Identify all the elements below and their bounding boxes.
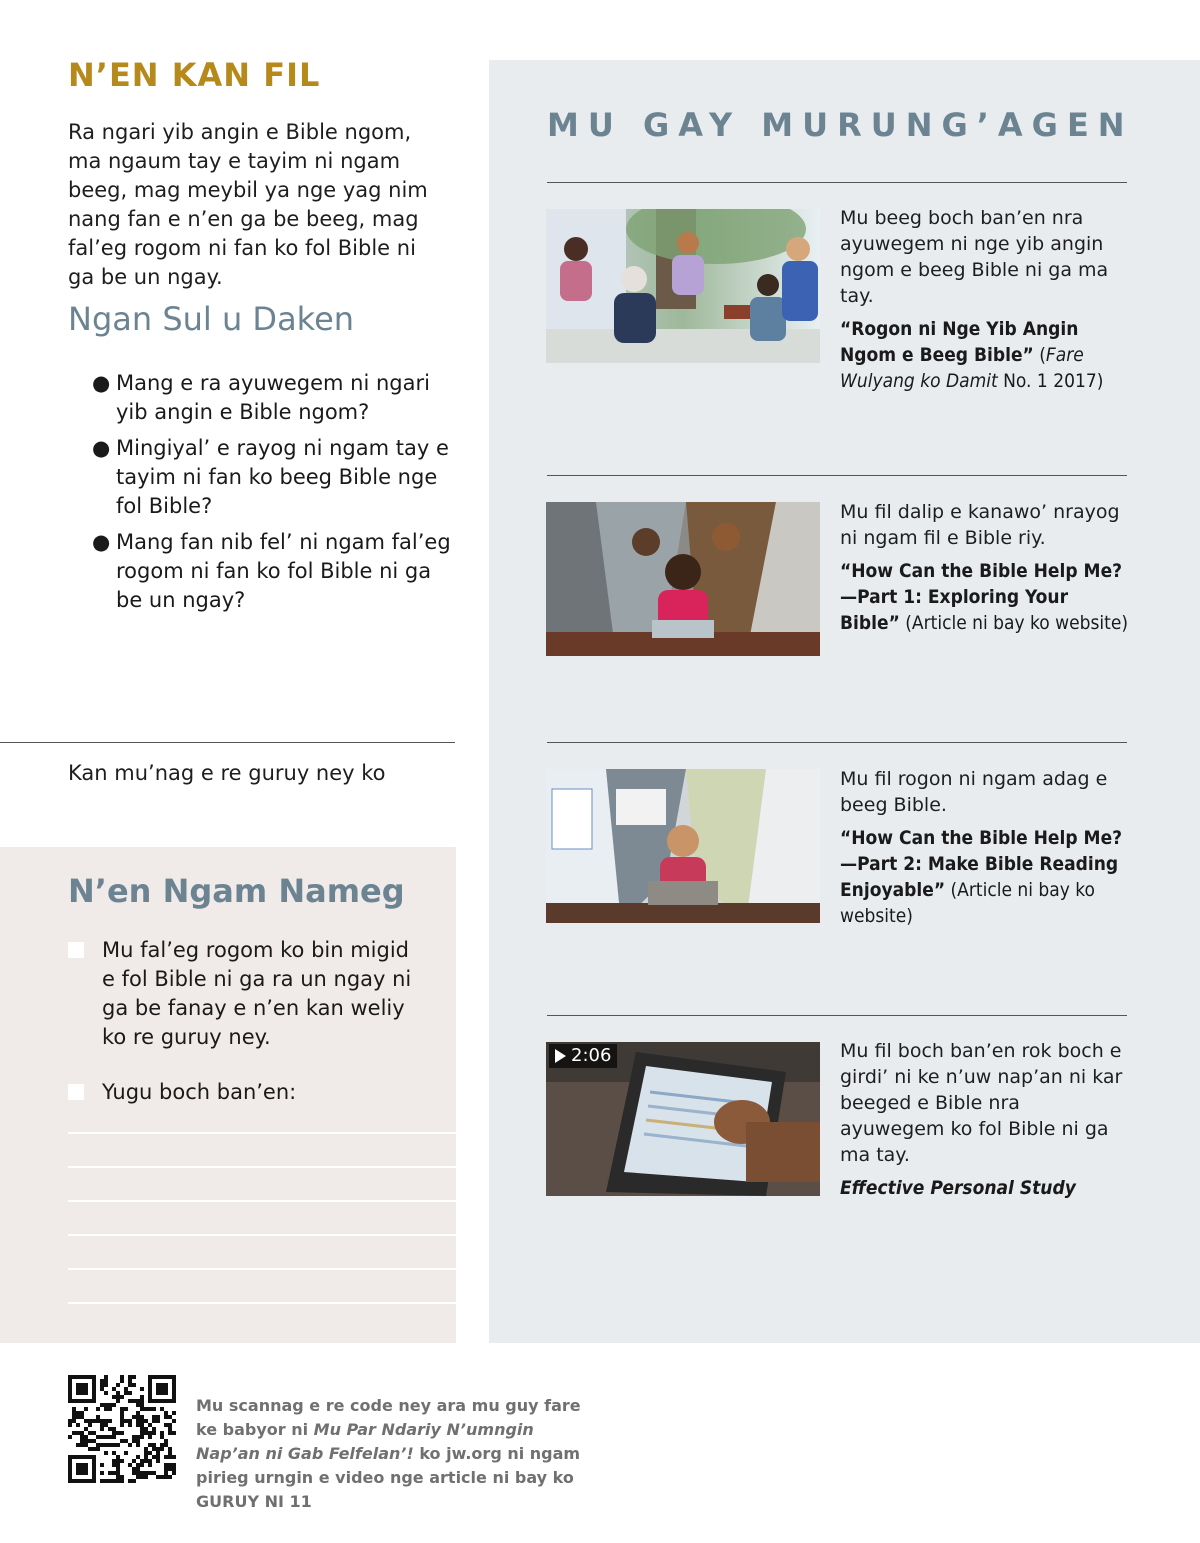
write-in-line[interactable] bbox=[68, 1166, 456, 1168]
qr-code-icon[interactable] bbox=[68, 1375, 176, 1483]
play-icon bbox=[555, 1049, 566, 1063]
bullet-icon: ● bbox=[92, 530, 111, 554]
write-in-line[interactable] bbox=[68, 1268, 456, 1270]
list-item bbox=[92, 434, 452, 521]
write-in-line[interactable] bbox=[68, 1132, 456, 1134]
reference-item bbox=[840, 499, 1130, 636]
bullet-icon: ● bbox=[92, 436, 111, 460]
boy-reading-bible-image[interactable] bbox=[546, 502, 820, 656]
reference-title-text: Effective Personal Study bbox=[840, 1177, 1076, 1199]
goal-item bbox=[68, 936, 428, 1052]
explore-heading: MU GAY MURUNG’AGEN bbox=[547, 106, 1134, 144]
section-divider bbox=[547, 475, 1127, 476]
review-heading: Ngan Sul u Daken bbox=[68, 300, 355, 338]
footer-text bbox=[196, 1394, 596, 1514]
list-item bbox=[92, 528, 452, 615]
write-in-line[interactable] bbox=[68, 1234, 456, 1236]
write-in-line[interactable] bbox=[68, 1302, 456, 1304]
section-divider bbox=[547, 742, 1127, 743]
review-question: Mingiyal’ e rayog ni ngam tay e tayim ni fan ko beeg Bible nge fol Bible? bbox=[116, 436, 449, 518]
goal-checkbox[interactable] bbox=[68, 1084, 84, 1100]
goals-heading: N’en Ngam Nameg bbox=[68, 872, 405, 910]
video-duration: 2:06 bbox=[571, 1045, 612, 1066]
goal-text: Yugu boch ban’en: bbox=[102, 1080, 297, 1104]
girl-reading-bible-image[interactable] bbox=[546, 769, 820, 923]
section-divider bbox=[547, 182, 1127, 183]
reference-item bbox=[840, 205, 1130, 394]
footer-text-part: Mu scannag e re code ney ara mu guy fare ke babyor ni bbox=[196, 1396, 581, 1439]
people-reading-bible-image[interactable] bbox=[546, 209, 820, 363]
review-question: Mang fan nib fel’ ni ngam fal’eg rogom ni fan ko fol Bible ni ga be un ngay? bbox=[116, 530, 451, 612]
reference-description: Mu fil boch ban’en rok boch e girdi’ ni ke n’uw nap’an ni kar beeged e Bible nra ayuwegem ko fol Bible ni ga ma tay. bbox=[840, 1040, 1123, 1166]
section-divider bbox=[0, 742, 455, 743]
reference-title[interactable] bbox=[840, 558, 1130, 636]
reference-source: (Article ni bay ko website) bbox=[899, 612, 1129, 634]
reference-source-italic: Fare Wulyang ko Damit bbox=[840, 344, 1084, 392]
also-read-text: Kan mu’nag e re guruy ney ko bbox=[68, 761, 386, 785]
reference-source-open: ( bbox=[1033, 344, 1046, 366]
video-duration-badge bbox=[549, 1044, 617, 1068]
reference-description: Mu beeg boch ban’en nra ayuwegem ni nge yib angin ngom e beeg Bible ni ga ma tay. bbox=[840, 207, 1109, 307]
reference-description: Mu fil dalip e kanawo’ nrayog ni ngam fil e Bible riy. bbox=[840, 501, 1120, 549]
summary-heading: N’EN KAN FIL bbox=[68, 56, 321, 94]
reference-source: No. 1 2017) bbox=[997, 370, 1104, 392]
reference-title[interactable] bbox=[840, 1175, 1130, 1201]
reference-item bbox=[840, 1038, 1130, 1201]
reference-title[interactable] bbox=[840, 825, 1130, 929]
reference-item bbox=[840, 766, 1130, 929]
section-divider bbox=[547, 1015, 1127, 1016]
review-question: Mang e ra ayuwegem ni ngari yib angin e Bible ngom? bbox=[116, 371, 430, 424]
goal-text: Mu fal’eg rogom ko bin migid e fol Bible ni ga ra un ngay ni ga be fanay e n’en kan weliy ko re guruy ney. bbox=[102, 938, 412, 1049]
reference-title[interactable] bbox=[840, 316, 1130, 394]
write-in-line[interactable] bbox=[68, 1200, 456, 1202]
reference-source: (Article ni bay ko website) bbox=[840, 879, 1095, 927]
list-item bbox=[92, 369, 452, 427]
brochure-title: Mu Par Ndariy N’umngin Nap’an ni Gab Felfelan’! bbox=[196, 1420, 534, 1463]
summary-text: Ra ngari yib angin e Bible ngom, ma ngaum tay e tayim ni ngam beeg, mag meybil ya nge yag nim nang fan e n’en ga be beeg, mag fal’eg rogom ni fan ko fol Bible ni ga be un ngay. bbox=[68, 120, 428, 289]
goal-item bbox=[68, 1078, 428, 1107]
bullet-icon: ● bbox=[92, 371, 111, 395]
footer-text-part: ko jw.org ni ngam pirieg urngin e video nge article ni bay ko GURUY NI 11 bbox=[196, 1444, 581, 1511]
reference-title-text: “How Can the Bible Help Me? —Part 1: Exploring Your Bible” bbox=[840, 560, 1123, 634]
review-questions-list bbox=[92, 369, 452, 622]
reference-description: Mu fil rogon ni ngam adag e beeg Bible. bbox=[840, 768, 1108, 816]
goal-checkbox[interactable] bbox=[68, 942, 84, 958]
reference-title-text: “How Can the Bible Help Me? —Part 2: Make Bible Reading Enjoyable” bbox=[840, 827, 1123, 901]
reference-title-text: “Rogon ni Nge Yib Angin Ngom e Beeg Bible” bbox=[840, 318, 1079, 366]
